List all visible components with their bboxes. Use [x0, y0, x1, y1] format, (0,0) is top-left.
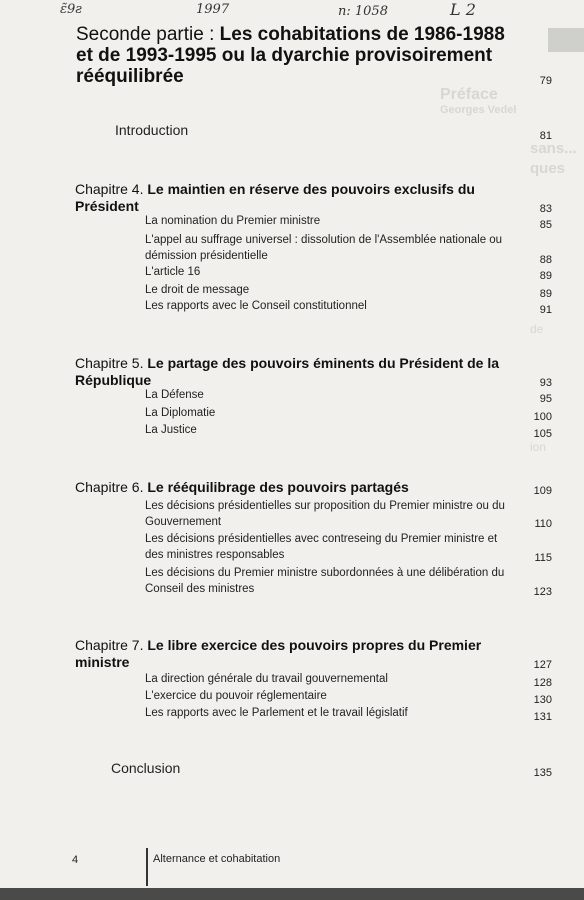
bleed-through-text: ques [530, 160, 566, 177]
toc-entry: L'article 16 [145, 266, 201, 278]
page-number: 91 [539, 304, 552, 316]
toc-entry: La Diplomatie [145, 407, 216, 419]
page-number: 131 [533, 711, 552, 723]
toc-entry: Les rapports avec le Conseil constitutionnel [145, 300, 367, 312]
page-number: 85 [539, 219, 552, 231]
page-number: 81 [539, 130, 552, 142]
bleed-through-text: de [530, 322, 544, 336]
toc-entry: L'appel au suffrage universel : dissolution de l'Assemblée nationale ou démission présidentielle [145, 234, 503, 262]
toc-entry: Les décisions présidentielles sur proposition du Premier ministre ou du Gouvernement [145, 500, 505, 528]
chapter-heading [75, 355, 515, 389]
page-number: 88 [539, 254, 552, 266]
page-number: 95 [539, 393, 552, 405]
toc-entry: La nomination du Premier ministre [145, 215, 321, 227]
folio-number: 4 [72, 854, 79, 866]
page-number: 89 [539, 270, 552, 282]
page-number: 115 [534, 552, 552, 564]
chapter-title: Le partage des pouvoirs éminents du Président de la République [75, 355, 500, 388]
page-number: 123 [533, 586, 552, 598]
page-tab [548, 28, 584, 52]
scan-edge [0, 888, 584, 900]
conclusion-entry: Conclusion [111, 760, 181, 776]
handwritten-note: n: 1058 [338, 4, 388, 19]
part-title-prefix: Seconde partie : [76, 24, 220, 45]
footer-divider [146, 848, 148, 886]
page-number: 110 [534, 518, 552, 530]
part-title-main: Les cohabitations de 1986-1988 et de 1993-1995 ou la dyarchie provisoirement rééquilibrée [76, 24, 505, 87]
page-number: 128 [533, 677, 552, 689]
toc-entry: Les décisions du Premier ministre subordonnées à une délibération du Conseil des ministres [145, 567, 505, 595]
bleed-through-text: Préface [440, 86, 498, 103]
chapter-heading [75, 479, 515, 496]
toc-entry: Les rapports avec le Parlement et le travail législatif [145, 707, 408, 719]
page-number: 135 [533, 767, 552, 779]
bleed-through-text: sans... [530, 140, 577, 157]
page-number: 100 [533, 411, 552, 423]
chapter-prefix: Chapitre 5. [75, 355, 148, 371]
page-number: 79 [539, 75, 552, 87]
chapter-heading [75, 637, 515, 671]
introduction-entry: Introduction [115, 122, 189, 138]
toc-entry: Le droit de message [145, 284, 250, 296]
chapter-prefix: Chapitre 6. [75, 479, 148, 495]
page-number: 89 [539, 288, 552, 300]
chapter-prefix: Chapitre 7. [75, 637, 148, 653]
page-number: 130 [533, 694, 552, 706]
handwritten-note: ɛ̃9ƨ [60, 2, 82, 17]
chapter-title: Le libre exercice des pouvoirs propres du Premier ministre [75, 637, 482, 670]
toc-entry: L'exercice du pouvoir réglementaire [145, 690, 327, 702]
page-number: 105 [533, 428, 552, 440]
toc-entry: Les décisions présidentielles avec contreseing du Premier ministre et des ministres responsables [145, 533, 498, 561]
part-title [76, 24, 516, 87]
page-number: 83 [539, 203, 552, 215]
toc-entry: La Justice [145, 424, 197, 436]
bleed-through-text: Georges Vedel [440, 104, 517, 116]
toc-entry: La direction générale du travail gouvernemental [145, 673, 388, 685]
toc-entry: La Défense [145, 389, 204, 401]
running-title: Alternance et cohabitation [153, 853, 281, 865]
chapter-title: Le maintien en réserve des pouvoirs exclusifs du Président [75, 181, 475, 214]
chapter-prefix: Chapitre 4. [75, 181, 148, 197]
bleed-through-text: ion [530, 440, 547, 454]
page-number: 127 [533, 659, 552, 671]
page-number: 93 [539, 377, 552, 389]
chapter-title: Le rééquilibrage des pouvoirs partagés [147, 479, 409, 495]
chapter-heading [75, 181, 515, 215]
page-number: 109 [533, 485, 552, 497]
handwritten-note: 1997 [196, 2, 230, 17]
handwritten-note: L 2 [450, 0, 476, 19]
